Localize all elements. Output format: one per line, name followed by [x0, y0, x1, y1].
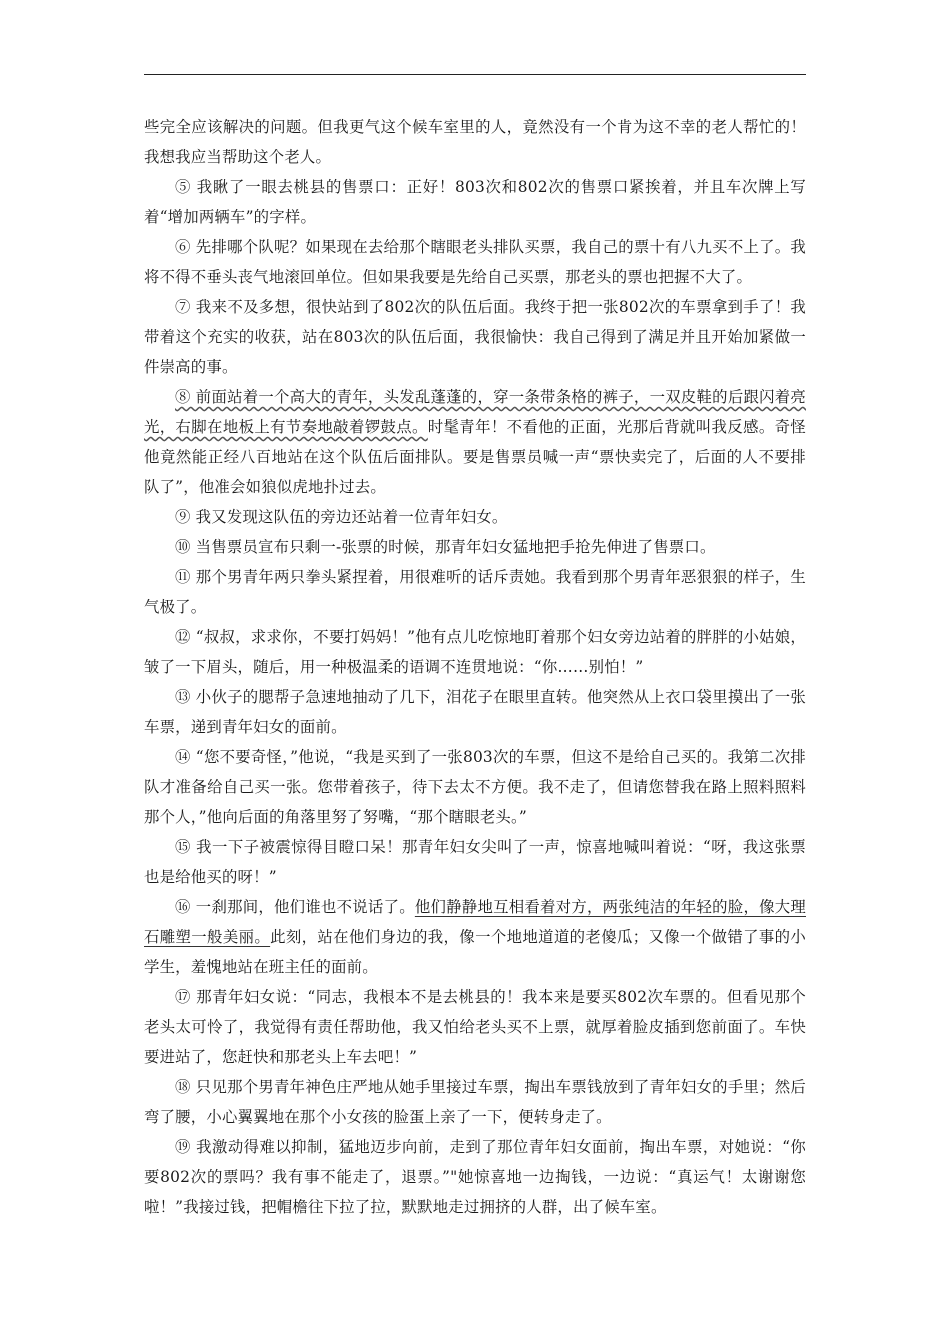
- paragraph-p12: [144, 622, 806, 682]
- paragraph-text: 时髦青年！不看他的正面，光那后背就叫我反感。奇怪他竟然能正经八百地站在这个队伍后面排队。要是售票员喊一声“票快卖完了，后面的人不要排队了”，他准会如狼似虎地扑过去。: [144, 418, 806, 496]
- paragraph-p13: [144, 682, 806, 742]
- article-body: [144, 112, 806, 1222]
- paragraph-text: ⑭ “您不要奇怪，”他说，“我是买到了一张803次的车票，但这不是给自己买的。我第二次排队才准备给自己买一张。您带着孩子，待下去太不方便。我不走了，但请您替我在路上照料照料那个人，”他向后面的角落里努了努嘴，“那个瞎眼老头。”: [144, 748, 806, 826]
- paragraph-text: ⑫ “叔叔，求求你，不要打妈妈！”他有点儿吃惊地盯着那个妇女旁边站着的胖胖的小姑娘，皱了一下眉头，随后，用一种极温柔的语调不连贯地说：“你……别怕！”: [144, 628, 806, 676]
- paragraph-p17: [144, 982, 806, 1072]
- paragraph-text: ⑦ 我来不及多想，很快站到了802次的队伍后面。我终于把一张802次的车票拿到手了！我带着这个充实的收获，站在803次的队伍后面，我很愉快：我自己得到了满足并且开始加紧做一件崇高的事。: [144, 298, 806, 376]
- paragraph-text: ⑮ 我一下子被震惊得目瞪口呆！那青年妇女尖叫了一声，惊喜地喊叫着说：“呀，我这张票也是给他买的呀！”: [144, 838, 806, 886]
- paragraph-text: ⑬ 小伙子的腮帮子急速地抽动了几下，泪花子在眼里直转。他突然从上衣口袋里摸出了一张车票，递到青年妇女的面前。: [144, 688, 806, 736]
- paragraph-p9: [144, 502, 806, 532]
- paragraph-p14: [144, 742, 806, 832]
- paragraph-cont: [144, 112, 806, 172]
- paragraph-text: ⑯ 一刹那间，他们谁也不说话了。: [175, 898, 415, 916]
- paragraph-p15: [144, 832, 806, 892]
- paragraph-p19: [144, 1132, 806, 1222]
- paragraph-text: ⑩ 当售票员宣布只剩一-张票的时候，那青年妇女猛地把手抢先伸进了售票口。: [175, 538, 716, 556]
- paragraph-p6: [144, 232, 806, 292]
- paragraph-text: ⑱ 只见那个男青年神色庄严地从她手里接过车票，掏出车票钱放到了青年妇女的手里；然后弯了腰，小心翼翼地在那个小女孩的脸蛋上亲了一下，便转身走了。: [144, 1078, 806, 1126]
- paragraph-p7: [144, 292, 806, 382]
- paragraph-text: ⑰ 那青年妇女说：“同志，我根本不是去桃县的！我本来是要买802次车票的。但看见那个老头太可怜了，我觉得有责任帮助他，我又怕给老头买不上票，就厚着脸皮插到您前面了。车快要进站了，您赶快和那老头上车去吧！”: [144, 988, 806, 1066]
- paragraph-text: 此刻，站在他们身边的我，像一个地地道道的老傻瓜；又像一个做错了事的小学生，羞愧地站在班主任的面前。: [144, 928, 806, 976]
- paragraph-text: ⑪ 那个男青年两只拳头紧捏着，用很难听的话斥责她。我看到那个男青年恶狠狠的样子，生气极了。: [144, 568, 806, 616]
- paragraph-text: ⑥ 先排哪个队呢？如果现在去给那个瞎眼老头排队买票，我自己的票十有八九买不上了。我将不得不垂头丧气地滚回单位。但如果我要是先给自己买票，那老头的票也把握不大了。: [144, 238, 806, 286]
- paragraph-p5: [144, 172, 806, 232]
- paragraph-p11: [144, 562, 806, 622]
- header-rule: [144, 74, 806, 75]
- paragraph-p18: [144, 1072, 806, 1132]
- paragraph-text: ⑲ 我激动得难以抑制，猛地迈步向前，走到了那位青年妇女面前，掏出车票，对她说：“你要802次的票吗？我有事不能走了，退票。”"她惊喜地一边掏钱，一边说：“真运气！太谢谢您啦！”我接过钱，把帽檐往下拉了拉，默默地走过拥挤的人群，出了候车室。: [144, 1138, 806, 1216]
- paragraph-p16: [144, 892, 806, 982]
- wavy-underlined-text: ⑧ 前面站着一个高大的青年，头发乱蓬蓬的，穿一条带条格的裤子，一双皮鞋的后跟闪着亮光，右脚在地板上有节奏地敲着锣鼓点。: [144, 388, 806, 436]
- paragraph-p10: [144, 532, 806, 562]
- paragraph-text: ⑤ 我瞅了一眼去桃县的售票口：正好！803次和802次的售票口紧挨着，并且车次牌上写着“增加两辆车”的字样。: [144, 178, 806, 226]
- paragraph-text: 些完全应该解决的问题。但我更气这个候车室里的人，竟然没有一个肯为这不幸的老人帮忙的！我想我应当帮助这个老人。: [144, 118, 806, 166]
- paragraph-text: ⑨ 我又发现这队伍的旁边还站着一位青年妇女。: [175, 508, 508, 526]
- straight-underlined-text: 他们静静地互相看着对方，两张纯洁的年轻的脸，像大理石雕塑一般美丽。: [144, 898, 806, 946]
- paragraph-p8: [144, 382, 806, 502]
